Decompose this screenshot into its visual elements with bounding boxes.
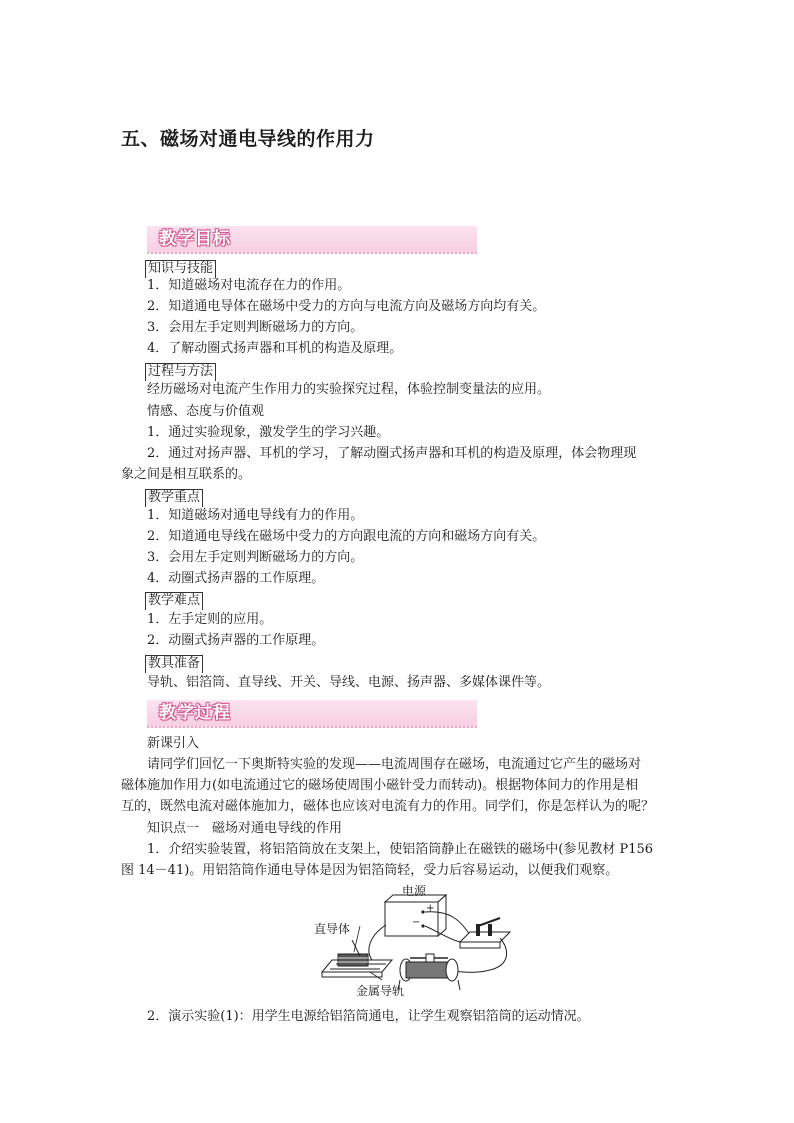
subheading-intro: 新课引入: [147, 736, 200, 751]
list-item: 4．了解动圈式扬声器和耳机的构造及原理。: [147, 341, 403, 356]
subheading-point1: 知识点一 磁场对通电导线的作用: [147, 821, 343, 836]
list-item: 3．会用左手定则判断磁场力的方向。: [147, 550, 364, 565]
list-item: 1．知道磁场对电流存在力的作用。: [147, 278, 351, 293]
section-banner-process: [147, 700, 477, 728]
list-item: 2．通过对扬声器、耳机的学习，了解动圈式扬声器和耳机的构造及原理，体会物理现: [147, 446, 637, 461]
list-item: 3．会用左手定则判断磁场力的方向。: [147, 320, 364, 335]
power-supply-icon: [385, 895, 446, 936]
paragraph-line: 请同学们回忆一下奥斯特实验的发现——电流周围存在磁场，电流通过它产生的磁场对: [147, 757, 642, 772]
list-item: 象之间是相互联系的。: [121, 467, 252, 482]
paragraph-line: 1．介绍实验装置，将铝箔筒放在支架上，使铝箔筒静止在磁铁的磁场中(参见教材 P156: [147, 842, 654, 857]
list-item: 1．通过实验现象，激发学生的学习兴趣。: [147, 425, 390, 440]
magnet-icon: [338, 940, 368, 966]
paragraph: 导轨、铝箔筒、直导线、开关、导线、电源、扬声器、多媒体课件等。: [147, 675, 551, 690]
banner-label: 教学目标: [159, 229, 231, 249]
list-item: 2．知道通电导线在磁场中受力的方向跟电流的方向和磁场方向有关。: [147, 529, 546, 544]
subheading-knowledge: 知识与技能: [145, 260, 216, 278]
list-item: 1．左手定则的应用。: [147, 612, 273, 627]
label-plus: +: [426, 903, 435, 914]
label-rail: 金属导轨: [356, 984, 405, 998]
paragraph-line: 互的，既然电流对磁体施加力，磁体也应该对电流有力的作用。同学们，你是怎样认为的呢？: [121, 799, 655, 814]
paragraph-line: 2．演示实验(1)：用学生电源给铝箔筒通电，让学生观察铝箔筒的运动情况。: [147, 1009, 590, 1024]
label-power: 电源: [402, 884, 427, 898]
subheading-difficult: 教学难点: [145, 592, 203, 610]
section-banner-goals: [147, 226, 477, 254]
paragraph: 经历磁场对电流产生作用力的实验探究过程，体验控制变量法的应用。: [147, 382, 551, 397]
label-minus: −: [412, 917, 421, 928]
switch-icon: [460, 918, 510, 948]
banner-label: 教学过程: [159, 703, 231, 723]
label-conductor: 直导体: [314, 922, 351, 936]
subheading-method: 过程与方法: [145, 363, 216, 381]
rheostat-icon: [398, 954, 460, 990]
list-item: 4．动圈式扬声器的工作原理。: [147, 571, 325, 586]
subheading-tools: 教具准备: [145, 655, 203, 673]
list-item: 1．知道磁场对通电导线有力的作用。: [147, 508, 364, 523]
subheading-emotion: 情感、态度与价值观: [147, 404, 265, 419]
subheading-key: 教学重点: [145, 489, 203, 507]
list-item: 2．知道通电导体在磁场中受力的方向与电流方向及磁场方向均有关。: [147, 299, 546, 314]
experiment-figure: [310, 880, 520, 1000]
paragraph-line: 磁体施加作用力(如电流通过它的磁场使周围小磁针受力而转动)。根据物体间力的作用是相: [121, 778, 639, 793]
list-item: 2．动圈式扬声器的工作原理。: [147, 633, 325, 648]
paragraph-line: 图 14－41)。用铝箔筒作通电导体是因为铝箔筒轻，受力后容易运动，以便我们观察。: [121, 863, 619, 878]
page-title: 五、磁场对通电导线的作用力: [121, 128, 375, 150]
